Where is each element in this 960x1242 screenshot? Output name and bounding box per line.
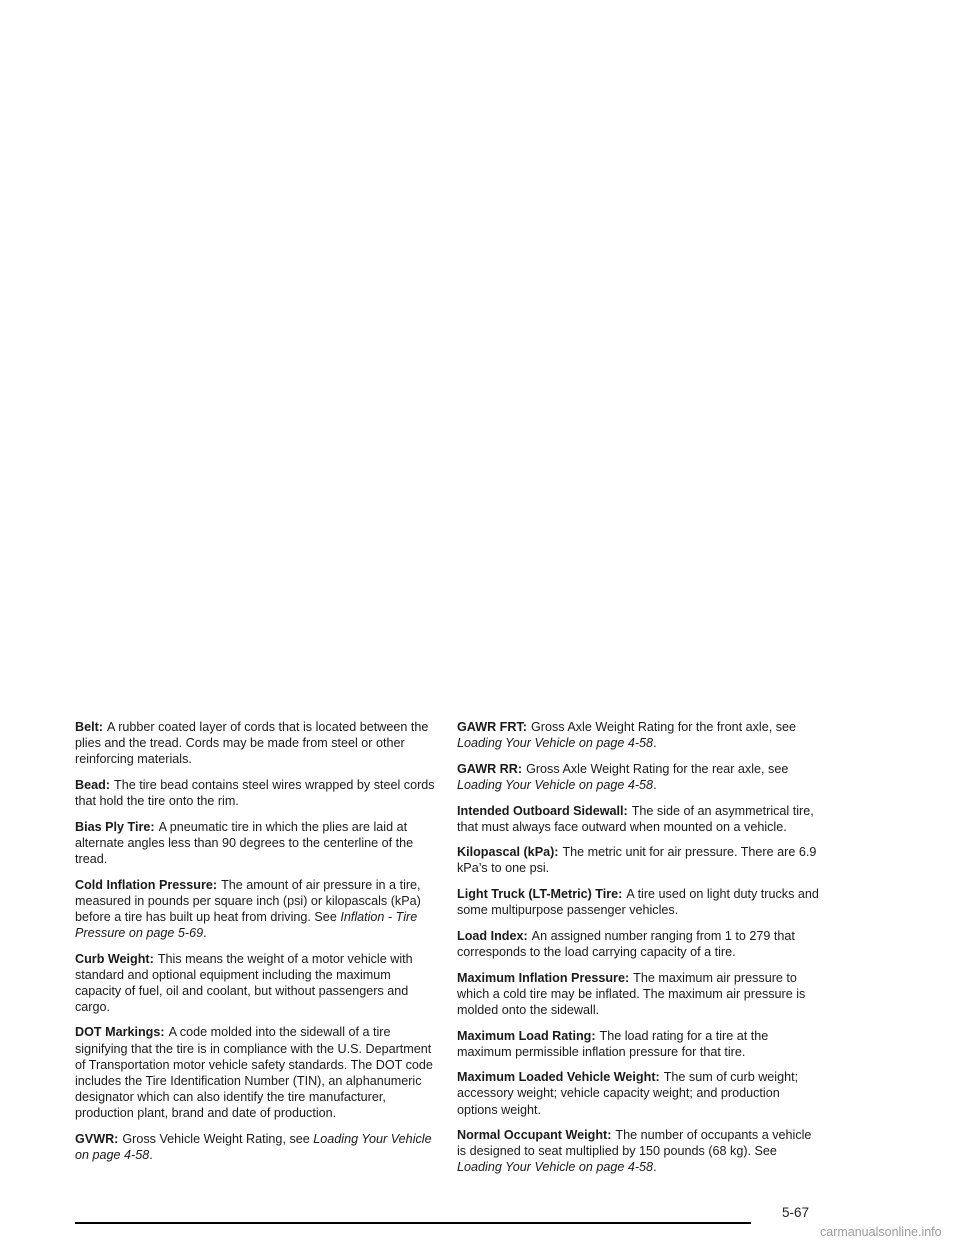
entry-text: The load rating for a tire at the maximum permissible inflation pressure for that tire. <box>457 1028 769 1059</box>
entry-term: GAWR RR: <box>457 761 523 776</box>
glossary-entry <box>75 951 437 1015</box>
entry-term: Maximum Loaded Vehicle Weight: <box>457 1070 660 1085</box>
glossary-entry <box>457 803 821 835</box>
entry-ref: Loading Your Vehicle on page 4-58 <box>457 777 654 792</box>
entry-text: A tire used on light duty trucks and some multipurpose passenger vehicles. <box>457 887 819 918</box>
entry-tail: . <box>653 777 657 792</box>
glossary-entry <box>75 877 437 941</box>
glossary-entry <box>457 844 821 876</box>
entry-text: An assigned number ranging from 1 to 279 that corresponds to the load carrying capacity of a tire. <box>457 928 795 959</box>
entry-term: Curb Weight: <box>75 951 154 966</box>
entry-term: Cold Inflation Pressure: <box>75 877 218 892</box>
glossary-entry <box>457 1028 821 1060</box>
glossary-entry <box>457 761 821 793</box>
entry-tail: . <box>149 1147 153 1162</box>
glossary-entry <box>457 719 821 751</box>
glossary-entry <box>457 886 821 918</box>
glossary-entry <box>457 970 821 1018</box>
entry-text: Gross Axle Weight Rating for the front axle, see <box>530 720 797 734</box>
entry-tail: . <box>653 1160 657 1175</box>
glossary-entry <box>457 1069 821 1117</box>
glossary-entry <box>75 819 437 867</box>
page-number: 5-67 <box>782 1205 810 1220</box>
footer-rule <box>75 1222 751 1224</box>
entry-tail: . <box>203 925 207 940</box>
entry-text: The amount of air pressure in a tire, measured in pounds per square inch (psi) or kilopascals (kPa) before a tire has built up heat from driving. See <box>75 877 421 924</box>
entry-term: Maximum Load Rating: <box>457 1028 596 1043</box>
entry-term: Normal Occupant Weight: <box>457 1128 612 1143</box>
glossary-entry <box>75 777 437 809</box>
entry-ref: Loading Your Vehicle on page 4-58 <box>75 1131 432 1162</box>
entry-term: Load Index: <box>457 928 528 943</box>
entry-term: GVWR: <box>75 1131 119 1146</box>
entry-term: Intended Outboard Sidewall: <box>457 803 628 818</box>
glossary-entry <box>457 928 821 960</box>
glossary-entry <box>75 1024 437 1121</box>
entry-term: Bead: <box>75 777 110 792</box>
entry-term: Maximum Inflation Pressure: <box>457 970 630 985</box>
entry-ref: Loading Your Vehicle on page 4-58 <box>457 736 654 751</box>
entry-term: Belt: <box>75 720 103 734</box>
watermark: carmanualsonline.info <box>820 1225 942 1239</box>
glossary-entry <box>457 1127 821 1175</box>
entry-term: DOT Markings: <box>75 1025 165 1040</box>
entry-term: Kilopascal (kPa): <box>457 845 559 860</box>
right-column <box>457 719 821 1185</box>
entry-text: The maximum air pressure to which a cold tire may be inflated. The maximum air pressure is molded onto the sidewall. <box>457 970 806 1017</box>
entry-ref: Loading Your Vehicle on page 4-58 <box>457 1160 654 1175</box>
entry-text: This means the weight of a motor vehicle with standard and optional equipment including the maximum capacity of fuel, oil and coolant, but without passengers and cargo. <box>75 951 413 1014</box>
entry-text: A rubber coated layer of cords that is located between the plies and the tread. Cords may be made from steel or other reinforcing materials. <box>75 720 429 767</box>
glossary-entry <box>75 719 437 767</box>
left-column <box>75 719 437 1172</box>
entry-text: The sum of curb weight; accessory weight; vehicle capacity weight; and production options weight. <box>457 1070 799 1117</box>
entry-term: Light Truck (LT-Metric) Tire: <box>457 887 623 902</box>
glossary-entry <box>75 1131 437 1163</box>
entry-text: Gross Vehicle Weight Rating, see <box>122 1131 314 1146</box>
entry-term: GAWR FRT: <box>457 720 527 734</box>
entry-term: Bias Ply Tire: <box>75 819 155 834</box>
entry-text: Gross Axle Weight Rating for the rear axle, see <box>526 761 789 776</box>
entry-text: The side of an asymmetrical tire, that must always face outward when mounted on a vehicle. <box>457 803 814 834</box>
entry-tail: . <box>653 736 657 751</box>
entry-ref: Inflation - Tire Pressure on page 5-69 <box>75 909 418 940</box>
entry-text: A pneumatic tire in which the plies are laid at alternate angles less than 90 degrees to the centerline of the tread. <box>75 819 414 866</box>
entry-text: The number of occupants a vehicle is designed to seat multiplied by 150 pounds (68 kg). See <box>457 1128 812 1159</box>
entry-text: A code molded into the sidewall of a tire signifying that the tire is in compliance with the U.S. Department of Transportation motor vehicle safety standards. The DOT code includes the Tire Identification Number (TIN), an alphanumeric designator which can also identify the tire manufacturer, production plant, brand and date of production. <box>75 1025 433 1120</box>
entry-text: The tire bead contains steel wires wrapped by steel cords that hold the tire onto the rim. <box>75 777 435 808</box>
entry-text: The metric unit for air pressure. There are 6.9 kPa’s to one psi. <box>457 845 817 876</box>
